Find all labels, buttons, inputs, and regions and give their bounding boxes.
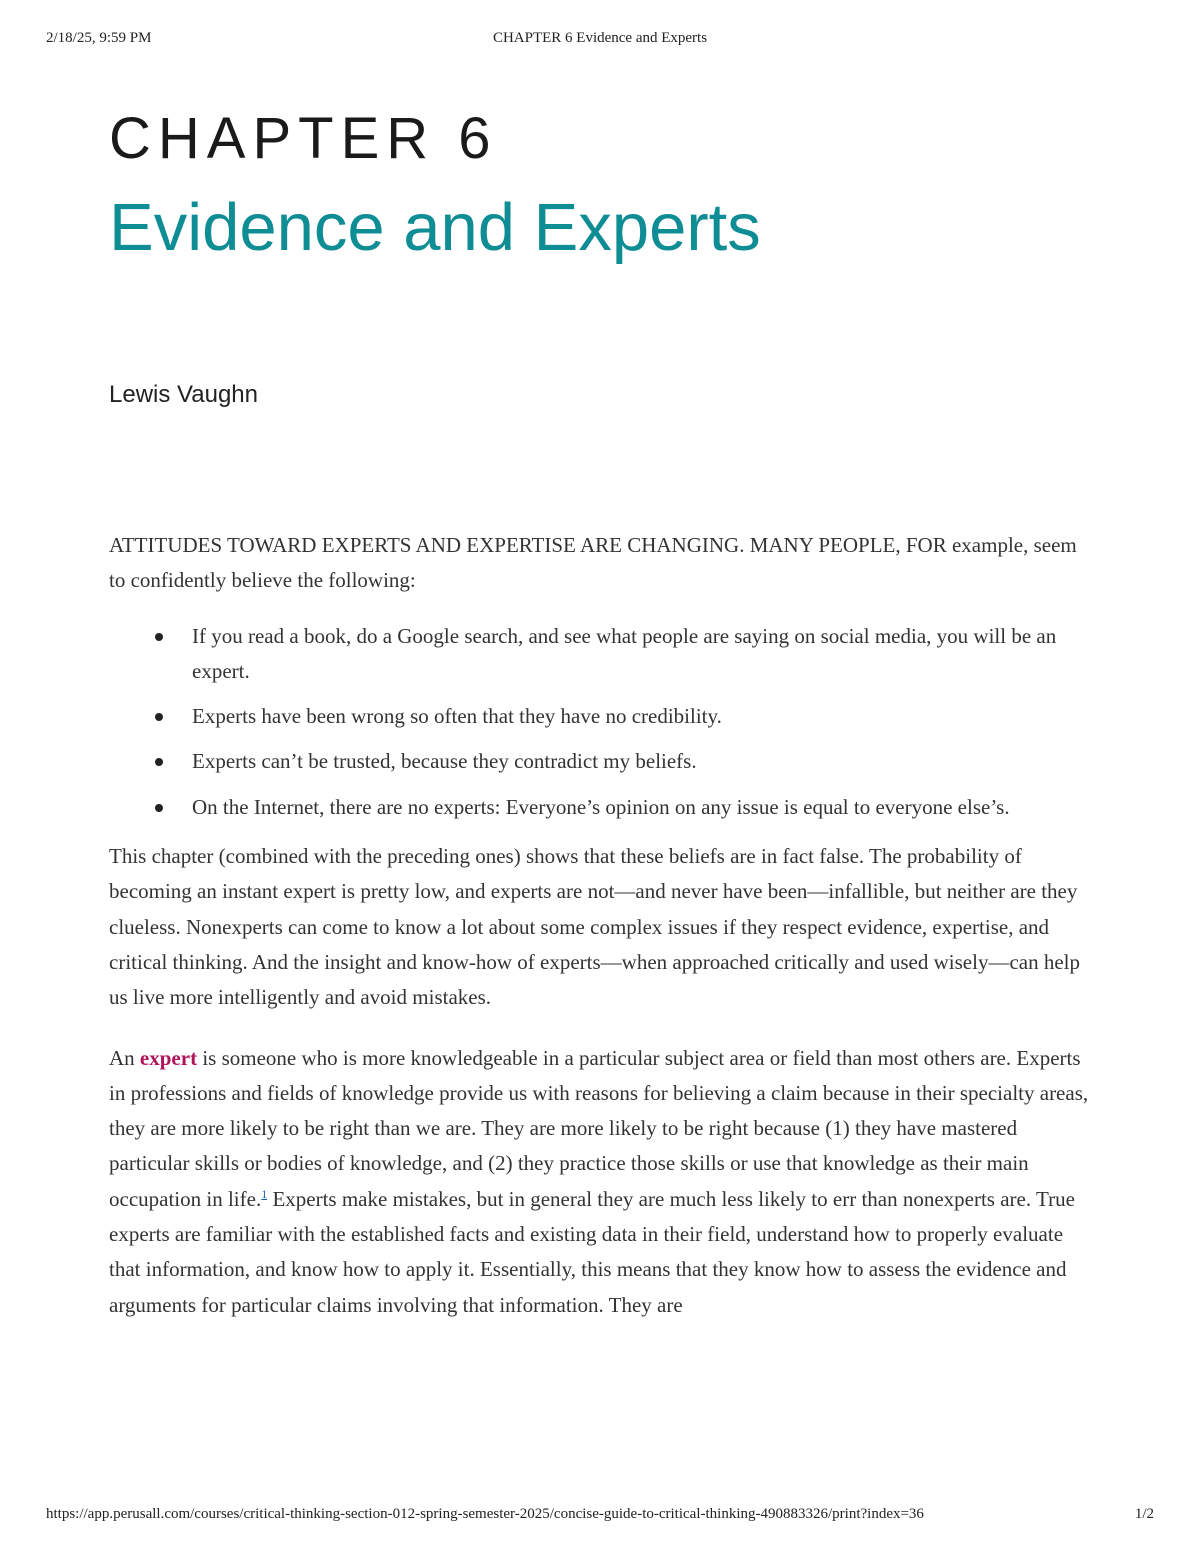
list-item-text: On the Internet, there are no experts: Everyone’s opinion on any issue is equal to everyone else’s. — [192, 794, 1010, 819]
paragraph-lead: An — [109, 1045, 135, 1070]
list-item-text: Experts have been wrong so often that they have no credibility. — [192, 704, 722, 729]
print-footer — [46, 1506, 1154, 1526]
paragraph-expert-definition — [109, 1041, 1094, 1323]
bullet-icon — [155, 804, 163, 812]
paragraph-beliefs-false: This chapter (combined with the preceding ones) shows that these beliefs are in fact false. The probability of becoming an instant expert is pretty low, and experts are not—and never have been—infallible, but neither are they clueless. Nonexperts can come to know a lot about some complex issues if they respect evidence, expertise, and critical thinking. And the insight and know-how of experts—when approached critically and used wisely—can help us live more intelligently and avoid mistakes. — [109, 844, 1080, 1010]
list-item-text: Experts can’t be trusted, because they contradict my beliefs. — [192, 749, 697, 774]
list-item — [109, 619, 1094, 690]
list-item-text: If you read a book, do a Google search, and see what people are saying on social media, you will be an expert. — [192, 623, 1057, 683]
author-name: Lewis Vaughn — [109, 381, 258, 408]
list-item — [109, 699, 1094, 734]
print-header — [46, 30, 1154, 50]
print-datetime: 2/18/25, 9:59 PM — [46, 30, 152, 46]
print-doc-title: CHAPTER 6 Evidence and Experts — [492, 30, 708, 46]
paragraph-text-part2: Experts make mistakes, but in general they are much less likely to err than nonexperts are. True experts are familiar with the established facts and existing data in their field, understand how to properly evaluate that information, and know how to apply it. Essentially, this means that they know how to assess the evidence and arguments for particular claims involving that information. They are — [109, 1186, 1075, 1317]
print-url[interactable]: https://app.perusall.com/courses/critical-thinking-section-012-spring-semester-2025/concise-guide-to-critical-thinking-490883326/print?index=36 — [46, 1506, 924, 1522]
bullet-icon — [155, 713, 163, 721]
document-content — [109, 102, 1094, 1323]
chapter-title: Evidence and Experts — [109, 190, 761, 265]
list-item — [109, 744, 1094, 779]
bullet-icon — [155, 633, 163, 641]
paragraph-text-part1: is someone who is more knowledgeable in a particular subject area or field than most others are. Experts in professions and fields of knowledge provide us with reasons for believing a claim because in their specialty areas, they are more likely to be right than we are. They are more likely to be right because (1) they have mastered particular skills or bodies of knowledge, and (2) they practice those skills or use that knowledge as their main occupation in life. — [109, 1045, 1089, 1211]
belief-list — [109, 619, 1094, 825]
list-item — [109, 790, 1094, 825]
page-number: 1/2 — [1134, 1506, 1154, 1522]
footnote-link[interactable]: 1 — [261, 1186, 268, 1201]
keyword-expert[interactable]: expert — [139, 1045, 198, 1070]
chapter-label: CHAPTER 6 — [109, 106, 498, 171]
bullet-icon — [155, 758, 163, 766]
intro-paragraph: ATTITUDES TOWARD EXPERTS AND EXPERTISE ARE CHANGING. MANY PEOPLE, FOR example, seem to confidently believe the following: — [109, 533, 1077, 593]
